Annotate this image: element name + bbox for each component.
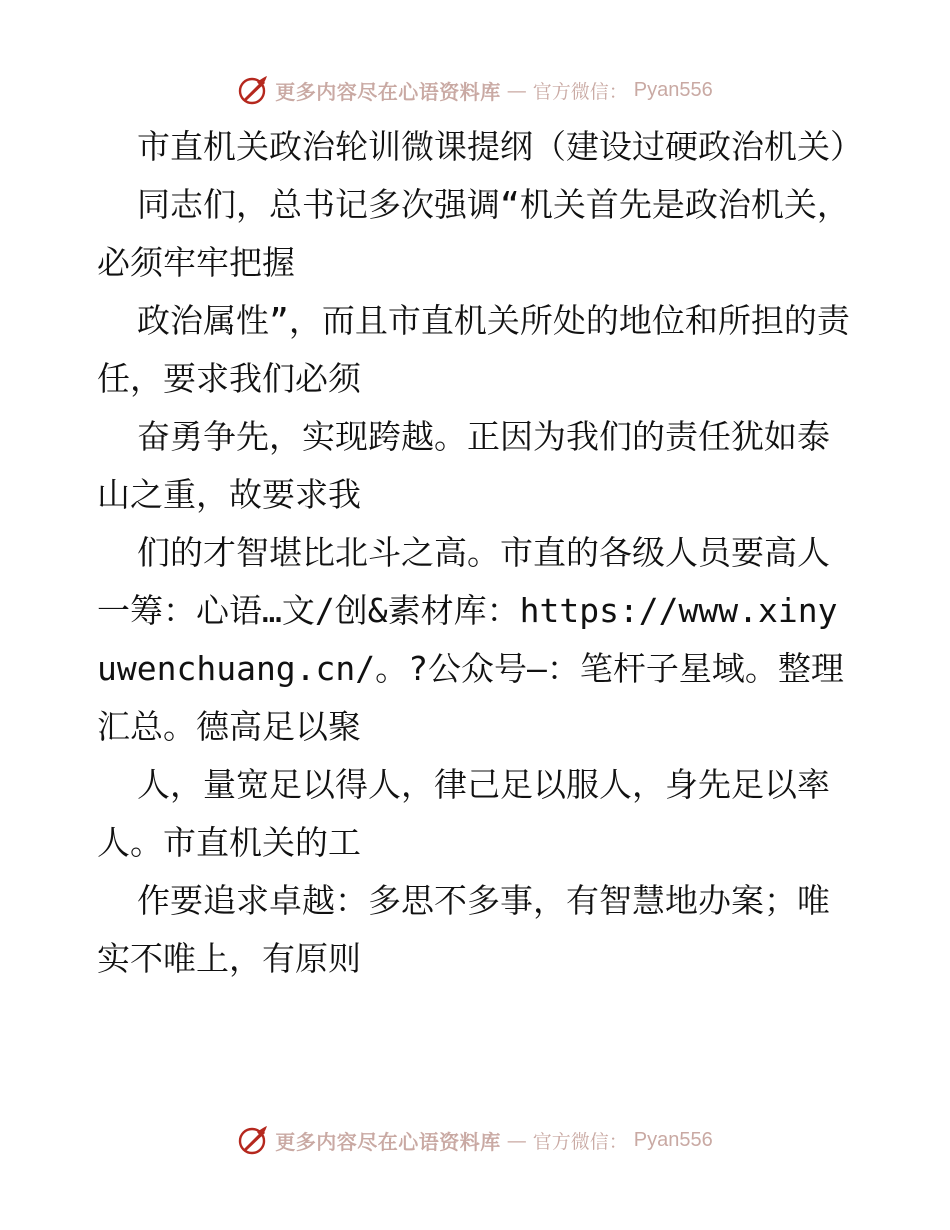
quill-logo-icon <box>237 1124 269 1156</box>
banner-wechat-label: 官方微信： <box>532 80 628 103</box>
paragraph: 作要追求卓越：多思不多事，有智慧地办案；唯实不唯上，有原则 <box>97 881 830 978</box>
banner-separator: — <box>506 1128 527 1152</box>
banner-main-text: 更多内容尽在心语资料库 <box>275 1129 501 1154</box>
footer-banner <box>0 1120 950 1160</box>
header-banner <box>0 70 950 110</box>
quill-logo-icon <box>237 74 269 106</box>
paragraph: 政治属性”，而且市直机关所处的地位和所担的责任，要求我们必须 <box>97 301 850 398</box>
document-title: 市直机关政治轮训微课提纲（建设过硬政治机关） <box>137 127 863 166</box>
banner-wechat-label: 官方微信： <box>532 1130 628 1153</box>
paragraph: 奋勇争先，实现跨越。正因为我们的责任犹如泰山之重，故要求我 <box>97 417 830 514</box>
paragraph: 们的才智堪比北斗之高。市直的各级人员要高人一筹：心语…文/创&素材库：https://www.xinyuwenchuang.cn/。?公众号—：笔杆子星域。整理汇总。德高足以聚 <box>97 533 844 746</box>
banner-main-text: 更多内容尽在心语资料库 <box>275 79 501 104</box>
banner-separator: — <box>506 78 527 102</box>
document-body <box>97 118 863 988</box>
banner-wechat-id: Pyan556 <box>633 1128 713 1151</box>
paragraph: 同志们，总书记多次强调“机关首先是政治机关，必须牢牢把握 <box>97 185 850 282</box>
paragraph: 人，量宽足以得人，律己足以服人，身先足以率人。市直机关的工 <box>97 765 830 862</box>
banner-wechat-id: Pyan556 <box>633 78 713 101</box>
